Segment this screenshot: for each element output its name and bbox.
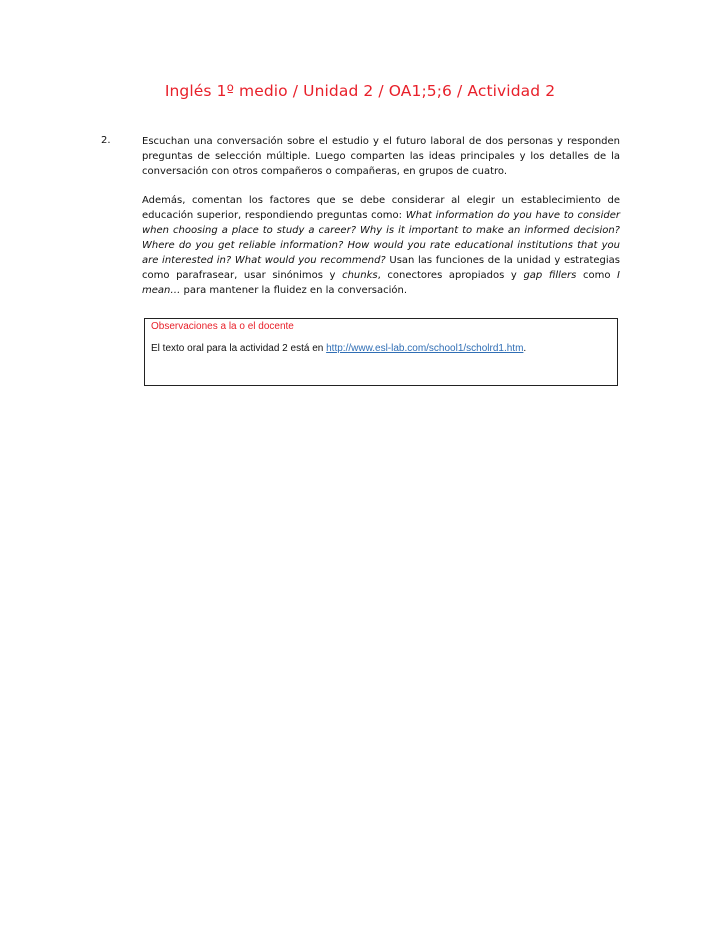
paragraph-2-end: para mantener la fluidez en la conversación. — [180, 285, 408, 296]
audio-source-link[interactable]: http://www.esl-lab.com/school1/scholrd1.htm — [326, 343, 524, 354]
guiding-questions: What information do you have to consider when choosing a place to study a career? Why is it important to make an informed decision? Where do you get reliable information? How would you rate educational institutions that you are interested in? What would you recommend? — [142, 210, 620, 266]
paragraph-2-intro: Además, comentan los factores que se debe considerar al elegir un establecimiento de educación superior, respondiendo preguntas como: — [142, 195, 620, 221]
i-mean-term: I mean… — [142, 270, 620, 296]
observations-title: Observaciones a la o el docente — [151, 321, 294, 332]
activity-paragraph-2 — [142, 193, 620, 298]
observations-text-after: . — [523, 343, 527, 354]
activity-number: 2. — [101, 135, 111, 146]
activity-paragraph-1: Escuchan una conversación sobre el estudio y el futuro laboral de dos personas y responden preguntas de selección múltiple. Luego comparten las ideas principales y los detalles de la conversación con otros compañeros o compañeras, en grupos de cuatro. — [142, 136, 620, 177]
paragraph-2-middle: Usan las funciones de la unidad y estrategias como parafrasear, usar sinónimos y — [142, 255, 621, 281]
teacher-observations-box — [144, 318, 618, 386]
paragraph-2-middle2: , conectores apropiados y — [377, 270, 524, 281]
paragraph-2-middle3: como — [576, 270, 618, 281]
gap-fillers-term: gap fillers — [523, 270, 577, 281]
page-title: Inglés 1º medio / Unidad 2 / OA1;5;6 / Actividad 2 — [164, 82, 556, 100]
chunks-term: chunks — [342, 270, 378, 281]
observations-text — [151, 343, 526, 354]
observations-text-before: El texto oral para la actividad 2 está en — [151, 343, 327, 354]
